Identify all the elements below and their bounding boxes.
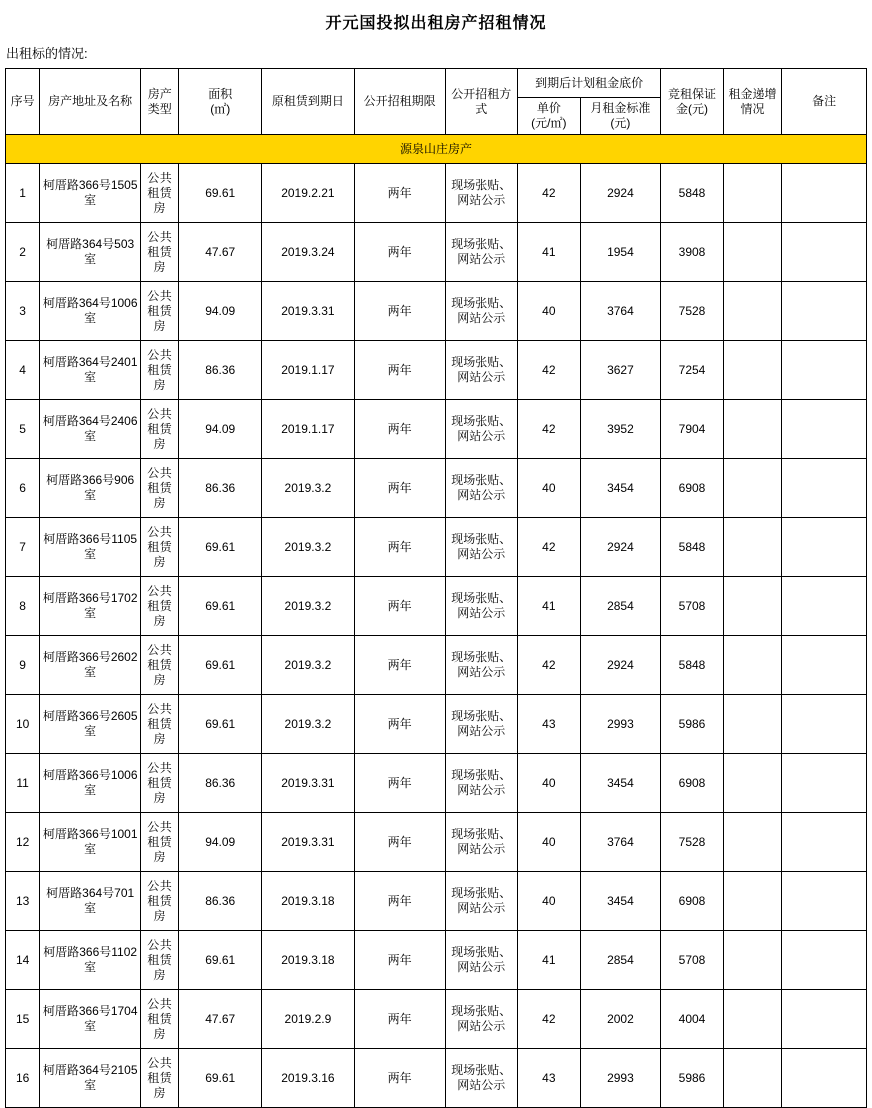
cell-increase — [723, 400, 781, 459]
cell-area: 47.67 — [179, 223, 262, 282]
cell-way: 现场张贴、网站公示 — [445, 695, 518, 754]
cell-unit-price: 43 — [518, 1049, 581, 1108]
cell-no: 6 — [6, 459, 40, 518]
cell-no: 7 — [6, 518, 40, 577]
cell-deposit: 5708 — [661, 577, 724, 636]
col-header-area — [179, 69, 262, 135]
col-header-expiry: 原租赁到期日 — [262, 69, 355, 135]
cell-remark — [782, 1049, 867, 1108]
col-header-area-label: 面积 — [208, 86, 233, 101]
cell-term: 两年 — [354, 282, 445, 341]
cell-way: 现场张贴、网站公示 — [445, 1049, 518, 1108]
cell-term: 两年 — [354, 459, 445, 518]
table-header — [6, 69, 867, 135]
cell-remark — [782, 518, 867, 577]
cell-month-rent: 3627 — [580, 341, 661, 400]
table-row — [6, 636, 867, 695]
cell-expiry: 2019.3.18 — [262, 872, 355, 931]
table-row — [6, 459, 867, 518]
cell-deposit: 5848 — [661, 636, 724, 695]
cell-month-rent: 2924 — [580, 636, 661, 695]
cell-month-rent: 2924 — [580, 164, 661, 223]
table-row — [6, 1049, 867, 1108]
cell-way: 现场张贴、网站公示 — [445, 813, 518, 872]
cell-increase — [723, 872, 781, 931]
cell-deposit: 5848 — [661, 164, 724, 223]
cell-expiry: 2019.3.31 — [262, 813, 355, 872]
cell-unit-price: 42 — [518, 400, 581, 459]
col-header-area-unit: (㎡) — [210, 101, 231, 116]
cell-unit-price: 40 — [518, 813, 581, 872]
cell-address: 柯厝路364号701室 — [40, 872, 141, 931]
cell-term: 两年 — [354, 1049, 445, 1108]
cell-increase — [723, 282, 781, 341]
cell-type: 公共租赁房 — [141, 223, 179, 282]
cell-unit-price: 40 — [518, 872, 581, 931]
cell-way: 现场张贴、网站公示 — [445, 872, 518, 931]
cell-term: 两年 — [354, 931, 445, 990]
cell-way: 现场张贴、网站公示 — [445, 282, 518, 341]
cell-month-rent: 3454 — [580, 872, 661, 931]
cell-remark — [782, 990, 867, 1049]
table-row — [6, 872, 867, 931]
cell-area: 69.61 — [179, 695, 262, 754]
cell-increase — [723, 223, 781, 282]
cell-remark — [782, 400, 867, 459]
cell-increase — [723, 518, 781, 577]
cell-month-rent: 3952 — [580, 400, 661, 459]
cell-increase — [723, 577, 781, 636]
table-row — [6, 813, 867, 872]
cell-unit-price: 42 — [518, 341, 581, 400]
table-row — [6, 577, 867, 636]
cell-way: 现场张贴、网站公示 — [445, 577, 518, 636]
col-header-way: 公开招租方式 — [445, 69, 518, 135]
cell-address: 柯厝路366号2602室 — [40, 636, 141, 695]
cell-remark — [782, 459, 867, 518]
cell-unit-price: 41 — [518, 577, 581, 636]
cell-address: 柯厝路364号2105室 — [40, 1049, 141, 1108]
cell-remark — [782, 636, 867, 695]
col-header-no: 序号 — [6, 69, 40, 135]
cell-address: 柯厝路366号1105室 — [40, 518, 141, 577]
cell-remark — [782, 282, 867, 341]
table-row — [6, 931, 867, 990]
cell-type: 公共租赁房 — [141, 695, 179, 754]
cell-type: 公共租赁房 — [141, 636, 179, 695]
cell-area: 69.61 — [179, 1049, 262, 1108]
cell-no: 3 — [6, 282, 40, 341]
cell-increase — [723, 341, 781, 400]
cell-month-rent: 3764 — [580, 813, 661, 872]
cell-way: 现场张贴、网站公示 — [445, 518, 518, 577]
cell-type: 公共租赁房 — [141, 813, 179, 872]
cell-increase — [723, 990, 781, 1049]
cell-month-rent: 1954 — [580, 223, 661, 282]
cell-address: 柯厝路366号1102室 — [40, 931, 141, 990]
cell-remark — [782, 813, 867, 872]
cell-no: 14 — [6, 931, 40, 990]
cell-remark — [782, 695, 867, 754]
cell-way: 现场张贴、网站公示 — [445, 931, 518, 990]
cell-area: 86.36 — [179, 341, 262, 400]
cell-area: 94.09 — [179, 813, 262, 872]
cell-term: 两年 — [354, 223, 445, 282]
cell-expiry: 2019.3.2 — [262, 459, 355, 518]
cell-deposit: 7254 — [661, 341, 724, 400]
cell-increase — [723, 1049, 781, 1108]
cell-remark — [782, 223, 867, 282]
cell-expiry: 2019.3.2 — [262, 636, 355, 695]
cell-expiry: 2019.3.2 — [262, 518, 355, 577]
table-row — [6, 223, 867, 282]
cell-address: 柯厝路364号503室 — [40, 223, 141, 282]
cell-term: 两年 — [354, 341, 445, 400]
cell-no: 16 — [6, 1049, 40, 1108]
cell-month-rent: 2993 — [580, 695, 661, 754]
cell-deposit: 7528 — [661, 813, 724, 872]
cell-address: 柯厝路364号2406室 — [40, 400, 141, 459]
cell-address: 柯厝路366号1505室 — [40, 164, 141, 223]
cell-increase — [723, 636, 781, 695]
cell-area: 69.61 — [179, 518, 262, 577]
cell-no: 11 — [6, 754, 40, 813]
cell-unit-price: 40 — [518, 282, 581, 341]
cell-expiry: 2019.3.2 — [262, 695, 355, 754]
cell-unit-price: 40 — [518, 459, 581, 518]
cell-expiry: 2019.3.16 — [262, 1049, 355, 1108]
col-header-plan-group: 到期后计划租金底价 — [518, 69, 661, 98]
cell-no: 2 — [6, 223, 40, 282]
cell-month-rent: 2854 — [580, 577, 661, 636]
cell-term: 两年 — [354, 164, 445, 223]
cell-no: 13 — [6, 872, 40, 931]
cell-type: 公共租赁房 — [141, 400, 179, 459]
cell-term: 两年 — [354, 695, 445, 754]
cell-area: 94.09 — [179, 400, 262, 459]
cell-address: 柯厝路366号906室 — [40, 459, 141, 518]
cell-address: 柯厝路366号1001室 — [40, 813, 141, 872]
cell-month-rent: 2993 — [580, 1049, 661, 1108]
cell-term: 两年 — [354, 754, 445, 813]
cell-no: 12 — [6, 813, 40, 872]
cell-month-rent: 3454 — [580, 459, 661, 518]
cell-increase — [723, 754, 781, 813]
cell-unit-price: 42 — [518, 164, 581, 223]
col-header-month-rent — [580, 98, 661, 135]
cell-deposit: 7904 — [661, 400, 724, 459]
cell-type: 公共租赁房 — [141, 282, 179, 341]
cell-area: 69.61 — [179, 164, 262, 223]
cell-way: 现场张贴、网站公示 — [445, 223, 518, 282]
cell-unit-price: 40 — [518, 754, 581, 813]
cell-month-rent: 3764 — [580, 282, 661, 341]
cell-remark — [782, 577, 867, 636]
cell-type: 公共租赁房 — [141, 990, 179, 1049]
cell-no: 10 — [6, 695, 40, 754]
col-header-remark: 备注 — [782, 69, 867, 135]
table-row — [6, 695, 867, 754]
table-row — [6, 990, 867, 1049]
cell-deposit: 5986 — [661, 1049, 724, 1108]
cell-type: 公共租赁房 — [141, 931, 179, 990]
cell-area: 86.36 — [179, 754, 262, 813]
table-row — [6, 518, 867, 577]
col-header-deposit: 竞租保证金(元) — [661, 69, 724, 135]
cell-unit-price: 43 — [518, 695, 581, 754]
cell-term: 两年 — [354, 400, 445, 459]
cell-term: 两年 — [354, 813, 445, 872]
cell-month-rent: 3454 — [580, 754, 661, 813]
cell-deposit: 4004 — [661, 990, 724, 1049]
cell-area: 94.09 — [179, 282, 262, 341]
cell-expiry: 2019.3.31 — [262, 282, 355, 341]
group-header-row — [6, 135, 867, 164]
cell-address: 柯厝路366号2605室 — [40, 695, 141, 754]
col-header-unit-price-label: 单价 — [536, 101, 561, 115]
cell-type: 公共租赁房 — [141, 754, 179, 813]
cell-increase — [723, 931, 781, 990]
cell-area: 86.36 — [179, 459, 262, 518]
cell-term: 两年 — [354, 518, 445, 577]
table-row — [6, 754, 867, 813]
cell-deposit: 5708 — [661, 931, 724, 990]
cell-way: 现场张贴、网站公示 — [445, 459, 518, 518]
cell-address: 柯厝路366号1702室 — [40, 577, 141, 636]
cell-type: 公共租赁房 — [141, 518, 179, 577]
cell-address: 柯厝路366号1704室 — [40, 990, 141, 1049]
cell-no: 8 — [6, 577, 40, 636]
cell-type: 公共租赁房 — [141, 341, 179, 400]
cell-month-rent: 2854 — [580, 931, 661, 990]
cell-address: 柯厝路366号1006室 — [40, 754, 141, 813]
cell-unit-price: 42 — [518, 518, 581, 577]
cell-way: 现场张贴、网站公示 — [445, 400, 518, 459]
col-header-term: 公开招租期限 — [354, 69, 445, 135]
cell-term: 两年 — [354, 990, 445, 1049]
group-header-label: 源泉山庄房产 — [6, 135, 867, 164]
cell-area: 47.67 — [179, 990, 262, 1049]
cell-increase — [723, 459, 781, 518]
table-body — [6, 135, 867, 1108]
cell-deposit: 7528 — [661, 282, 724, 341]
table-row — [6, 282, 867, 341]
cell-remark — [782, 872, 867, 931]
cell-area: 86.36 — [179, 872, 262, 931]
cell-address: 柯厝路364号1006室 — [40, 282, 141, 341]
cell-term: 两年 — [354, 577, 445, 636]
cell-deposit: 6908 — [661, 872, 724, 931]
cell-way: 现场张贴、网站公示 — [445, 164, 518, 223]
cell-type: 公共租赁房 — [141, 164, 179, 223]
col-header-month-rent-unit: (元) — [610, 116, 631, 130]
cell-deposit: 6908 — [661, 754, 724, 813]
cell-expiry: 2019.1.17 — [262, 400, 355, 459]
cell-area: 69.61 — [179, 636, 262, 695]
cell-increase — [723, 813, 781, 872]
cell-month-rent: 2924 — [580, 518, 661, 577]
cell-type: 公共租赁房 — [141, 577, 179, 636]
cell-deposit: 3908 — [661, 223, 724, 282]
cell-type: 公共租赁房 — [141, 459, 179, 518]
col-header-unit-price — [518, 98, 581, 135]
cell-way: 现场张贴、网站公示 — [445, 754, 518, 813]
cell-way: 现场张贴、网站公示 — [445, 990, 518, 1049]
cell-unit-price: 42 — [518, 636, 581, 695]
cell-expiry: 2019.3.2 — [262, 577, 355, 636]
cell-way: 现场张贴、网站公示 — [445, 636, 518, 695]
page-title: 开元国投拟出租房产招租情况 — [325, 15, 547, 32]
table-row — [6, 400, 867, 459]
col-header-month-rent-label: 月租金标准 — [590, 101, 651, 115]
cell-remark — [782, 341, 867, 400]
cell-type: 公共租赁房 — [141, 872, 179, 931]
cell-expiry: 2019.2.9 — [262, 990, 355, 1049]
table-row — [6, 164, 867, 223]
cell-area: 69.61 — [179, 931, 262, 990]
cell-term: 两年 — [354, 872, 445, 931]
col-header-type: 房产类型 — [141, 69, 179, 135]
cell-no: 15 — [6, 990, 40, 1049]
subtitle: 出租标的情况: — [6, 46, 88, 61]
cell-expiry: 2019.3.24 — [262, 223, 355, 282]
cell-deposit: 6908 — [661, 459, 724, 518]
cell-deposit: 5986 — [661, 695, 724, 754]
rental-table — [5, 68, 867, 1108]
cell-unit-price: 42 — [518, 990, 581, 1049]
cell-term: 两年 — [354, 636, 445, 695]
cell-no: 5 — [6, 400, 40, 459]
cell-no: 4 — [6, 341, 40, 400]
cell-way: 现场张贴、网站公示 — [445, 341, 518, 400]
cell-unit-price: 41 — [518, 223, 581, 282]
cell-unit-price: 41 — [518, 931, 581, 990]
cell-no: 1 — [6, 164, 40, 223]
cell-deposit: 5848 — [661, 518, 724, 577]
cell-address: 柯厝路364号2401室 — [40, 341, 141, 400]
cell-expiry: 2019.2.21 — [262, 164, 355, 223]
table-row — [6, 341, 867, 400]
col-header-unit-price-unit: (元/㎡) — [531, 116, 567, 130]
cell-type: 公共租赁房 — [141, 1049, 179, 1108]
cell-remark — [782, 931, 867, 990]
cell-no: 9 — [6, 636, 40, 695]
cell-remark — [782, 754, 867, 813]
cell-expiry: 2019.3.18 — [262, 931, 355, 990]
col-header-increase: 租金递增情况 — [723, 69, 781, 135]
cell-remark — [782, 164, 867, 223]
cell-increase — [723, 695, 781, 754]
cell-expiry: 2019.3.31 — [262, 754, 355, 813]
cell-expiry: 2019.1.17 — [262, 341, 355, 400]
col-header-address: 房产地址及名称 — [40, 69, 141, 135]
cell-area: 69.61 — [179, 577, 262, 636]
cell-increase — [723, 164, 781, 223]
cell-month-rent: 2002 — [580, 990, 661, 1049]
